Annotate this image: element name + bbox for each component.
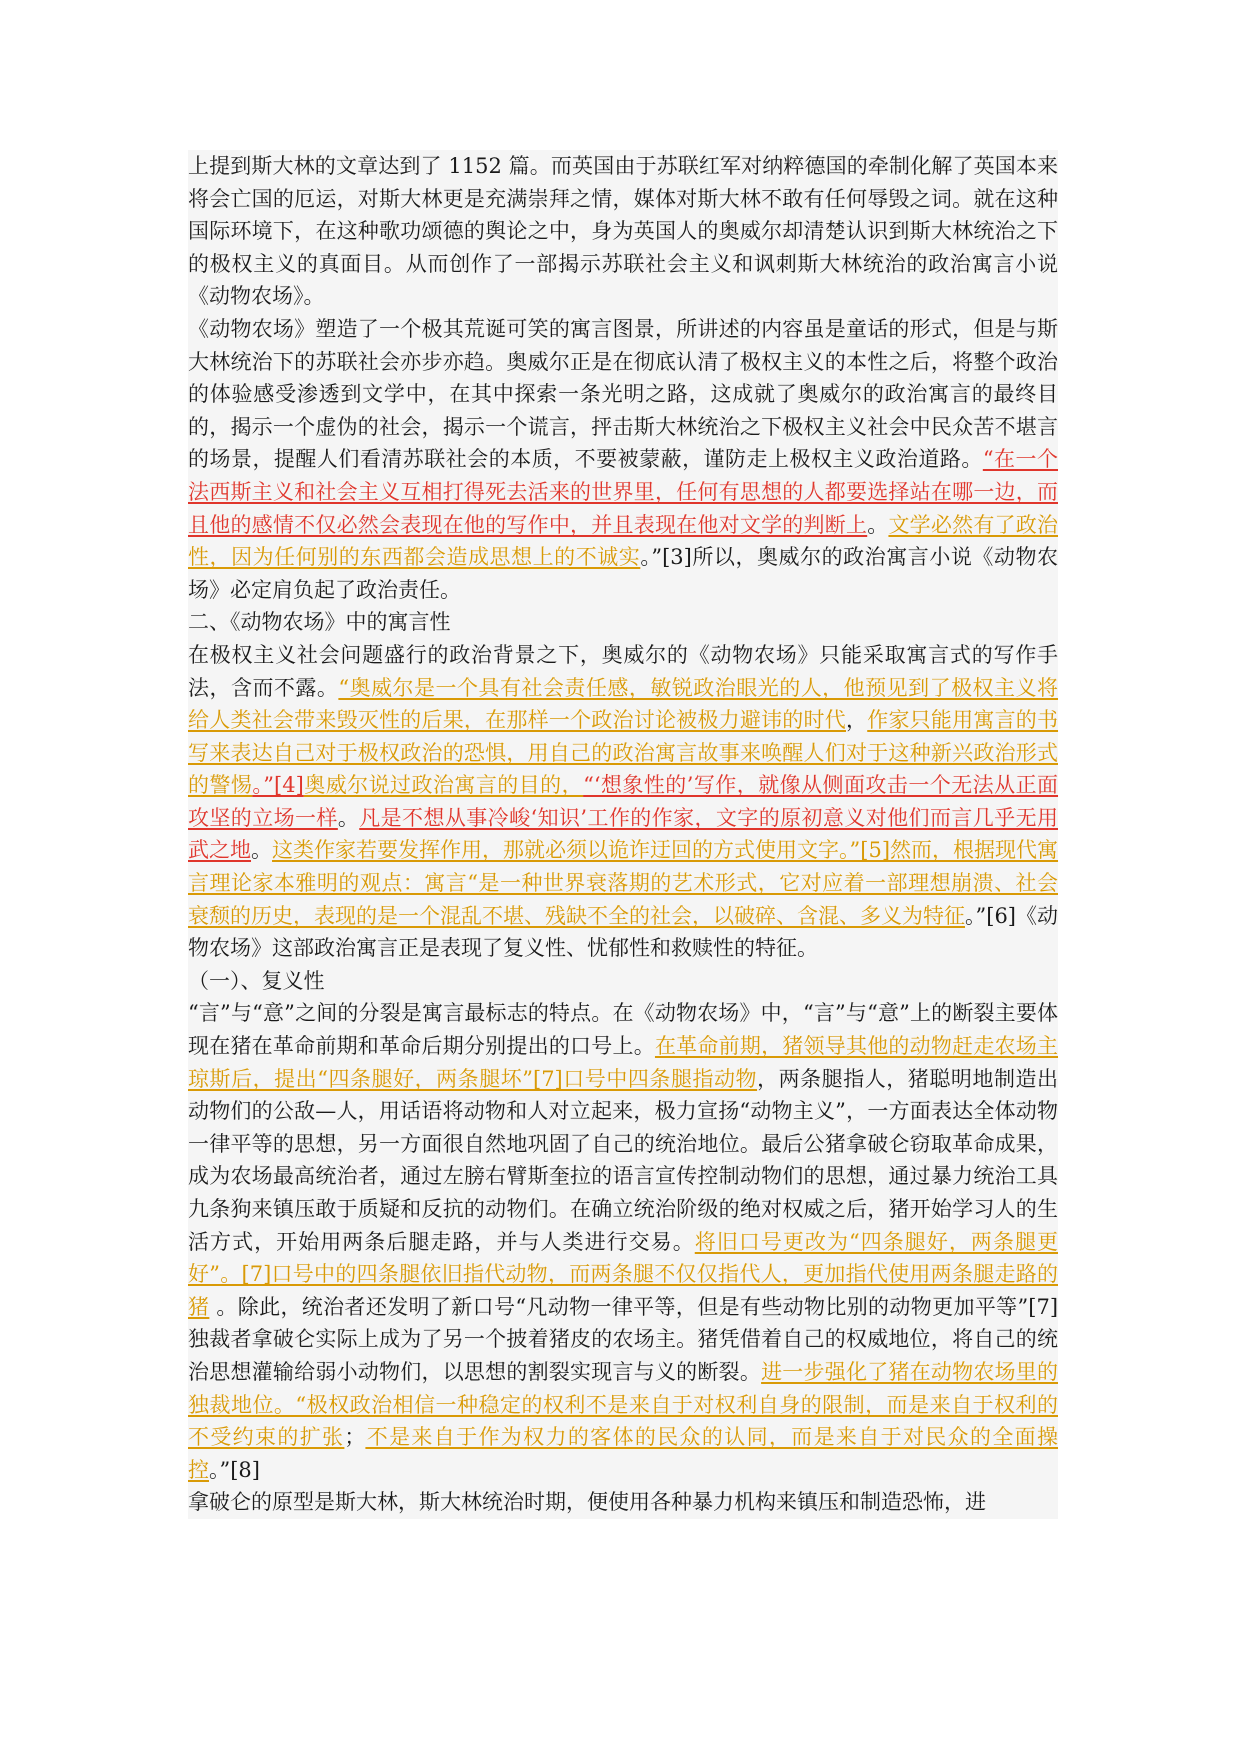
text-run: 。”[6]《动物农场》这部政治寓言正是表现了复义性、忧郁性和救赎性的特征。 (188, 903, 1058, 961)
subsection-heading-text: （一）、复义性 (188, 968, 325, 993)
text-run: 。”[3]所以，奥威尔的政治寓言小说《动物农场》必定肩负起了政治责任。 (188, 545, 1059, 602)
highlighted-quote: 这类作家若要发挥作用，那就必须以诡诈迂回的方式使用文字。”[5]然而，根据现代寓言理论家本雅明的观点：寓言“是一种世界衰落期的艺术形式，它对应着一部理想崩溃、社会衰颓的历史，表现的是一个混乱不堪、残缺不全的社会，以破碎、含混、多义为特征 (188, 838, 1059, 928)
subsection-heading (188, 965, 1058, 998)
text-run: 。 (251, 838, 273, 863)
text-run: “言”与“意”之间的分裂是寓言最标志的特点。在《动物农场》中，“言”与“意”上的断裂主要体现在猪在革命前期和革命后期分别提出的口号上。 (188, 1001, 1058, 1059)
text-run: 。 (337, 805, 360, 830)
text-run: 。”[8] (209, 1457, 260, 1482)
highlighted-quote: 在革命前期，猪领导其他的动物赶走农场主琼斯后，提出“四条腿好，两条腿坏”[7]口号中四条腿指动物 (188, 1034, 1059, 1091)
highlighted-quote: 不是来自于作为权力的客体的民众的认同，而是来自于对民众的全面操控 (188, 1425, 1059, 1482)
text-run: 。除此，统治者还发明了新口号“凡动物一律平等，但是有些动物比别的动物更加平等”[7]独裁者拿破仑实际上成为了另一个披着猪皮的农场主。猪凭借着自己的权威地位，将自己的统治思想灌输给弱小动物们，以思想的割裂实现言与义的断裂。 (188, 1294, 1059, 1384)
document-page (188, 150, 1058, 1519)
highlighted-quote: 将旧口号更改为“四条腿好，两条腿更好”。[7]口号中的四条腿依旧指代动物，而两条腿不仅仅指代人，更加指代使用两条腿走路的猪 (188, 1229, 1059, 1319)
section-heading-text: 二、《动物农场》中的寓言性 (188, 610, 451, 635)
highlighted-quote: 。”[4] (252, 773, 304, 798)
highlighted-quote: 奥威尔说过政治寓言的目的， (303, 773, 584, 798)
paragraph-allegory (188, 639, 1058, 965)
text-run: 在极权主义社会问题盛行的政治背景之下，奥威尔的《动物农场》只能采取寓言式的写作手法，含而不露。 (188, 642, 1058, 700)
highlighted-quote: “‘想象性的’写作，就像从侧面攻击一个无法从正面攻坚的立场一样 (188, 773, 1059, 830)
text-run: 上提到斯大林的文章达到了 1152 篇。而英国由于苏联红军对纳粹德国的牵制化解了英国本来将会亡国的厄运，对斯大林更是充满崇拜之情，媒体对斯大林不敢有任何辱毁之词。就在这种国际环境下，在这种歌功颂德的舆论之中，身为英国人的奥威尔却清楚认识到斯大林统治之下的极权主义的真面目。从而创作了一部揭示苏联社会主义和讽刺斯大林统治的政治寓言小说《动物农场》。 (188, 154, 1058, 309)
paragraph-ambiguity (188, 997, 1058, 1486)
text-run: ， (845, 708, 868, 733)
highlighted-quote: 文学必然有了政治性，因为任何别的东西都会造成思想上的不诚实 (188, 512, 1059, 570)
text-run: 《动物农场》塑造了一个极其荒诞可笑的寓言图景，所讲述的内容虽是童话的形式，但是与斯大林统治下的苏联社会亦步亦趋。奥威尔正是在彻底认清了极权主义的本性之后，将整个政治的体验感受渗透到文学中，在其中探索一条光明之路，这成就了奥威尔的政治寓言的最终目的，揭示一个虚伪的社会，揭示一个谎言，抨击斯大林统治之下极权主义社会中民众苦不堪言的场景，提醒人们看清苏联社会的本质，不要被蒙蔽，谨防走上极权主义政治道路。 (188, 316, 1058, 472)
text-run: 。 (867, 512, 889, 537)
highlighted-quote: “奥威尔是一个具有社会责任感，敏锐政治眼光的人，他预见到了极权主义将给人类社会带来毁灭性的后果，在那样一个政治讨论被极力避讳的时代 (188, 675, 1059, 733)
highlighted-quote: 凡是不想从事冷峻‘知识’工作的作家，文字的原初意义对他们而言几乎无用武之地 (188, 805, 1058, 863)
paragraph-stalin-context (188, 150, 1058, 313)
paragraph-fable-overview (188, 313, 1058, 606)
text-run: ； (344, 1425, 366, 1450)
text-run: ，两条腿指人，猪聪明地制造出动物们的公敌—人，用话语将动物和人对立起来，极力宣扬“动物主义”，一方面表达全体动物一律平等的思想，另一方面很自然地巩固了自己的统治地位。最后公猪拿破仑窃取革命成果，成为农场最高统治者，通过左膀右臂斯奎拉的语言宣传控制动物们的思想，通过暴力统治工具九条狗来镇压敢于质疑和反抗的动物们。在确立统治阶级的绝对权威之后，猪开始学习人的生活方式，开始用两条后腿走路，并与人类进行交易。 (188, 1066, 1059, 1254)
highlighted-quote: 进一步强化了猪在动物农场里的独裁地位。“极权政治相信一种稳定的权利不是来自于对权利自身的限制，而是来自于权利的不受约束的扩张 (188, 1359, 1059, 1450)
paragraph-napoleon (188, 1486, 1058, 1519)
section-heading (188, 606, 1058, 639)
text-run: 拿破仑的原型是斯大林，斯大林统治时期，便使用各种暴力机构来镇压和制造恐怖，进 (188, 1490, 986, 1515)
highlighted-quote: 作家只能用寓言的书写来表达自己对于极权政治的恐惧，用自己的政治寓言故事来唤醒人们对于这种新兴政治形式的警惕 (188, 708, 1059, 798)
highlighted-quote: “在一个法西斯主义和社会主义互相打得死去活来的世界里，任何有思想的人都要选择站在哪一边，而且他的感情不仅必然会表现在他的写作中，并且表现在他对文学的判断上 (188, 447, 1058, 537)
